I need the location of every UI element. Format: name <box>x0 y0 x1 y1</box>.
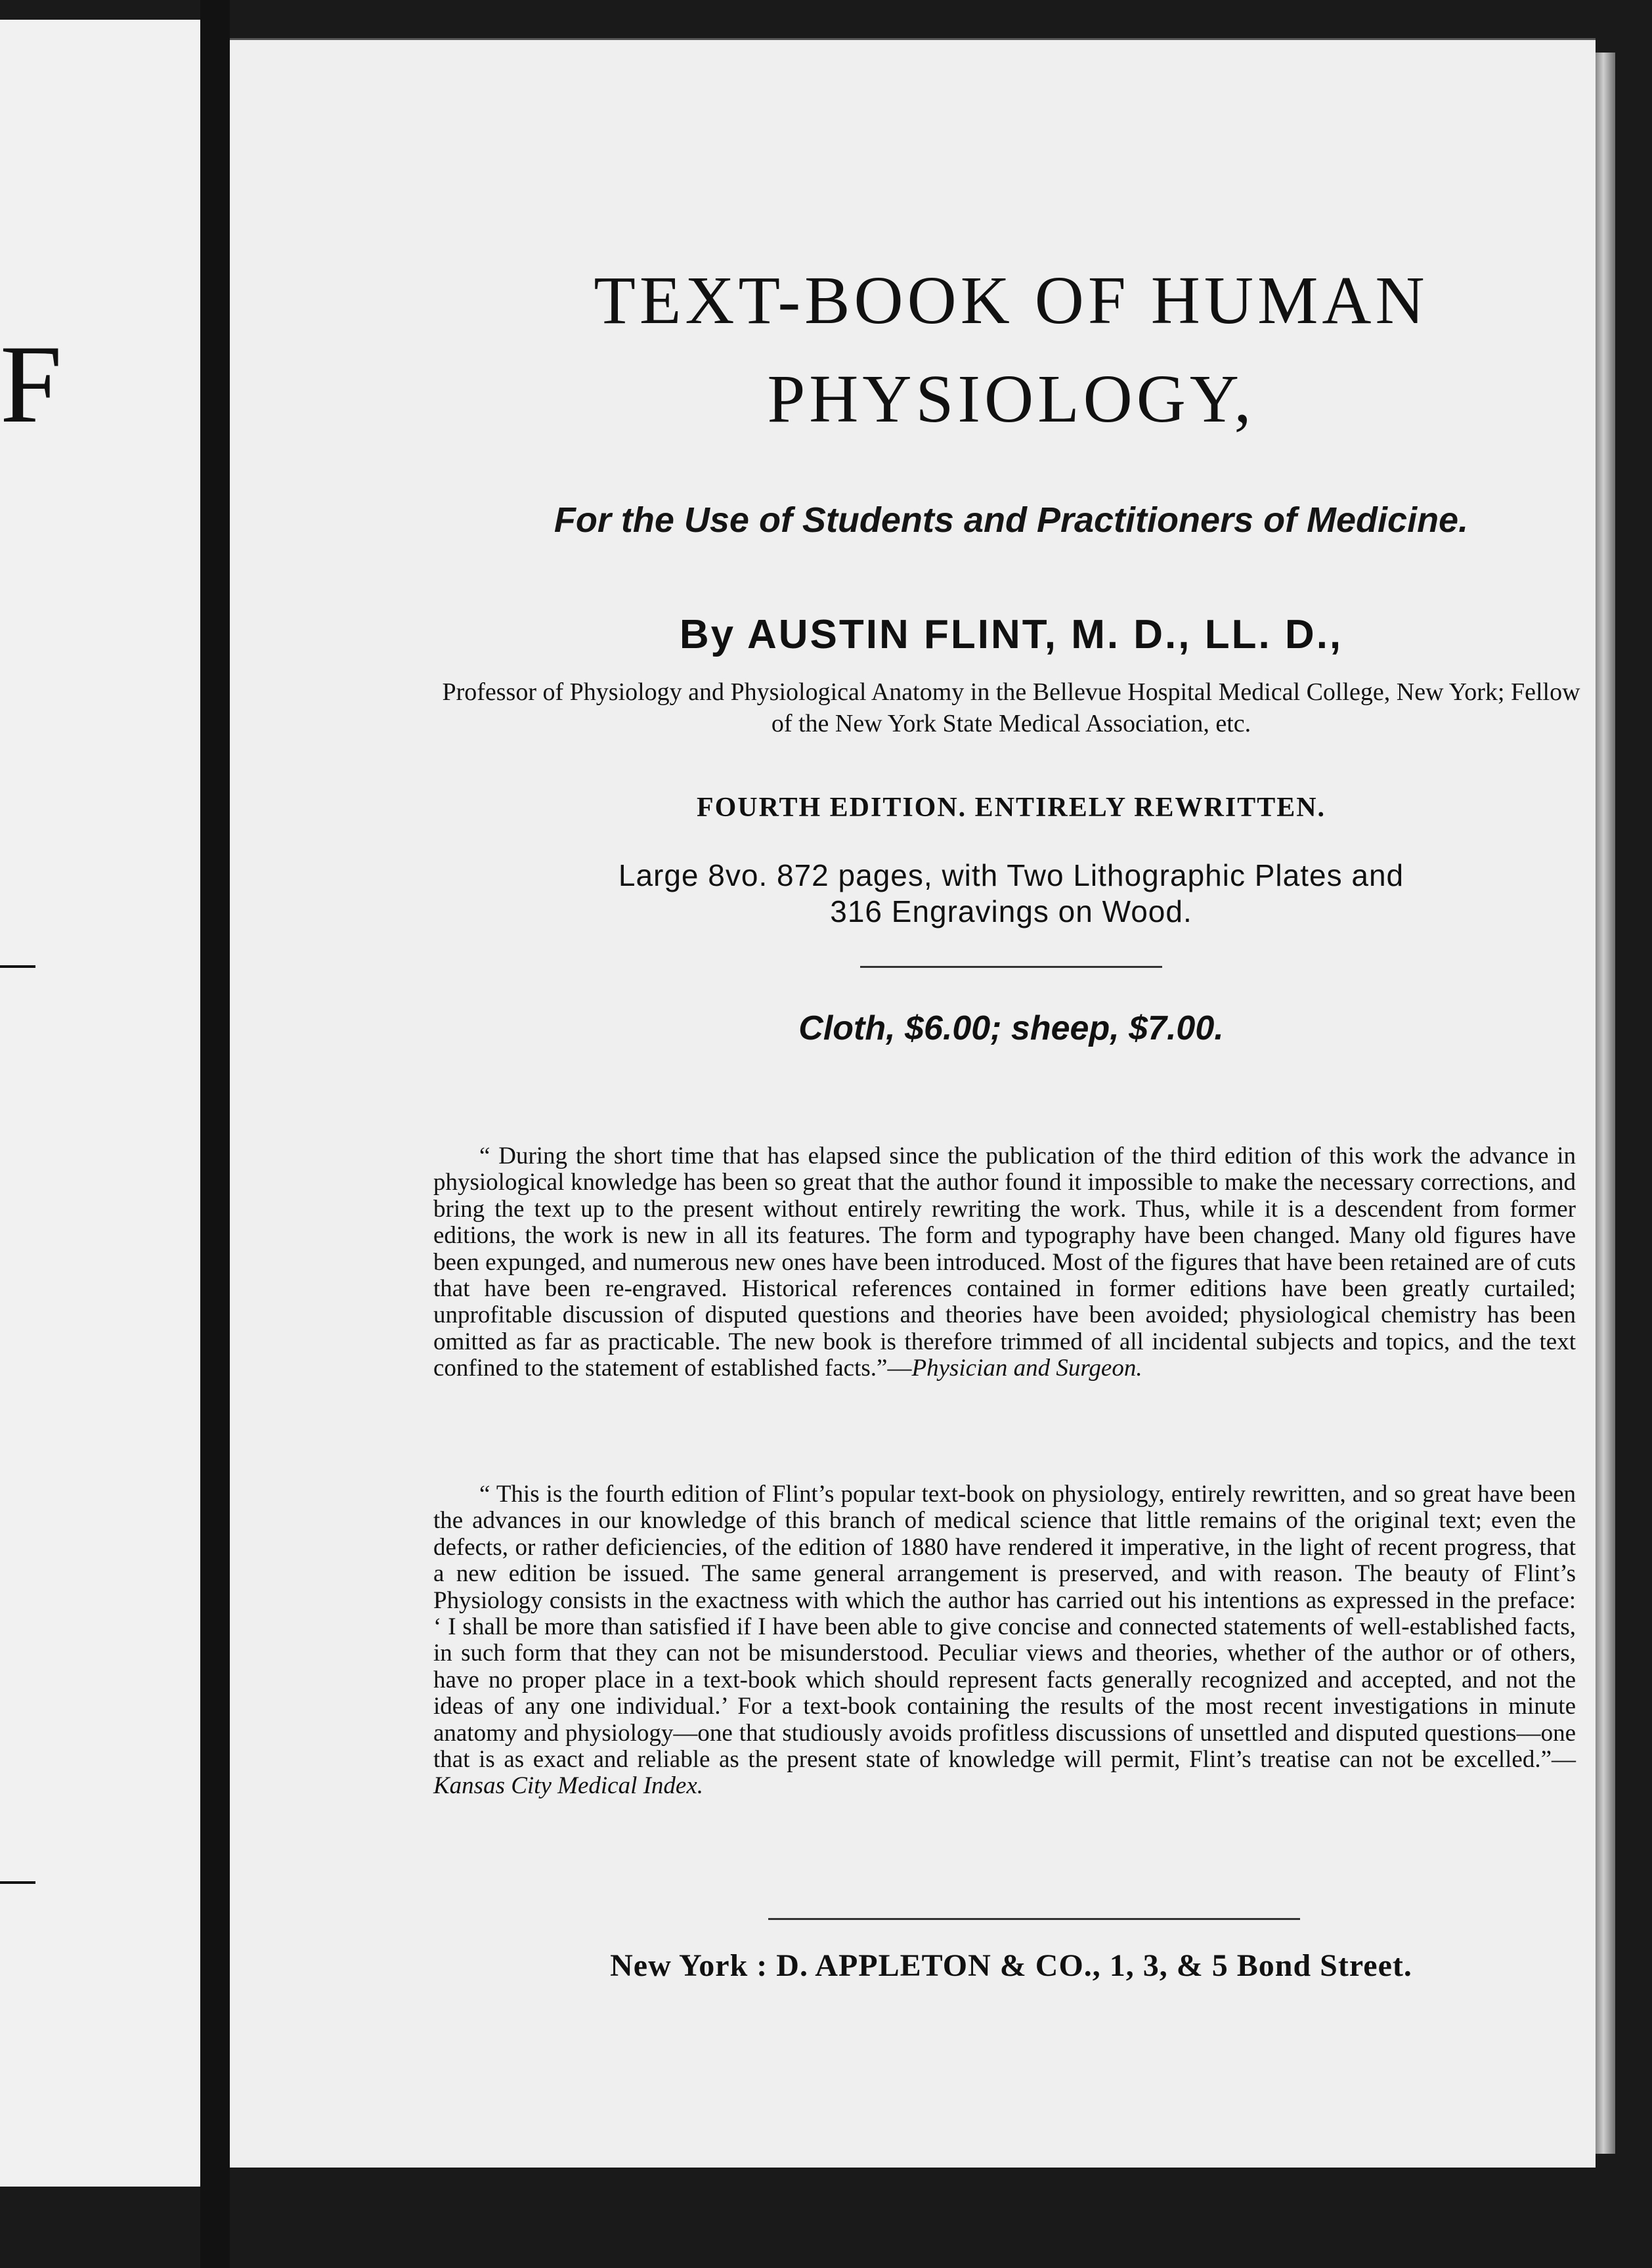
publisher-imprint: New York : D. APPLETON & CO., 1, 3, & 5 Bond Street. <box>610 1948 1412 1983</box>
review-1-source: Physician and Surgeon. <box>911 1355 1142 1382</box>
divider-above-imprint <box>768 1918 1300 1920</box>
left-page-rule-upper <box>0 965 35 968</box>
author-line: By AUSTIN FLINT, M. D., LL. D., <box>679 612 1343 657</box>
price-line: Cloth, $6.00; sheep, $7.00. <box>798 1009 1224 1047</box>
review-2-source: Kansas City Medical Index. <box>433 1772 704 1800</box>
book-title-line-2: PHYSIOLOGY, <box>767 361 1255 437</box>
page-stack-edge <box>1596 53 1615 2154</box>
format-line-1: Large 8vo. 872 pages, with Two Lithographic Plates and <box>618 858 1404 892</box>
left-page-rule-lower <box>0 1881 35 1884</box>
left-facing-page <box>0 20 200 2187</box>
author-affiliation: Professor of Physiology and Physiological Anatomy in the Bellevue Hospital Medical College, New York; Fellow of the New York State Medical Association, etc. <box>442 678 1580 737</box>
review-quote-1 <box>433 1143 1576 1382</box>
book-title-line-1: TEXT-BOOK OF HUMAN <box>594 263 1429 338</box>
format-line-2: 316 Engravings on Wood. <box>830 894 1192 929</box>
edition-note: FOURTH EDITION. ENTIRELY REWRITTEN. <box>696 793 1326 823</box>
review-quote-2 <box>433 1481 1576 1800</box>
review-1-text: “ During the short time that has elapsed since the publication of the third edition of this work the advance in physiological knowledge has been so great that the author found it impossible to make the necessary corrections, and bring the text up to the present without entirely rewriting the work. Thus, while it is a descendent from former editions, the work is new in all its features. The form and typography have been changed. Many old figures have been expunged, and numerous new ones have been introduced. Most of the figures that have been retained are of cuts that have been re-engraved. Historical references contained in former editions have been greatly curtailed; unprofitable discussion of disputed questions and theories have been avoided; physiological chemistry has been omitted as far as practicable. The new book is therefore trimmed of all incidental subjects and topics, and the text confined to the statement of established facts.”— <box>433 1143 1576 1382</box>
review-2-text: “ This is the fourth edition of Flint’s popular text-book on physiology, entirely rewritten, and so great have been the advances in our knowledge of this branch of medical science that little remains of the original text; even the defects, or rather deficiencies, of the edition of 1880 have rendered it imperative, in the light of recent progress, that a new edition be issued. The same general arrangement is preserved, and with reason. The beauty of Flint’s Physiology consists in the exactness with which the author has carried out his intentions as expressed in the preface: ‘ I shall be more than satisfied if I have been able to give concise and connected statements of well-established facts, in such form that they can not be misunderstood. Peculiar views and theories, whether of the author or of others, have no proper place in a text-book which should represent facts generally recognized and accepted, and not the ideas of any one individual.’ For a text-book containing the results of the most recent investigations in minute anatomy and physiology—one that studiously avoids profitless discussions of unsettled and disputed questions—one that is as exact and reliable as the present state of knowledge will permit, Flint’s treatise can not be excelled.”— <box>433 1481 1576 1773</box>
advertisement-page <box>230 38 1596 2168</box>
book-gutter <box>200 0 230 2268</box>
divider-above-price <box>860 966 1162 968</box>
book-subtitle: For the Use of Students and Practitioners of Medicine. <box>554 500 1469 540</box>
left-page-letter-fragment: F <box>0 322 62 446</box>
format-description <box>381 858 1641 930</box>
